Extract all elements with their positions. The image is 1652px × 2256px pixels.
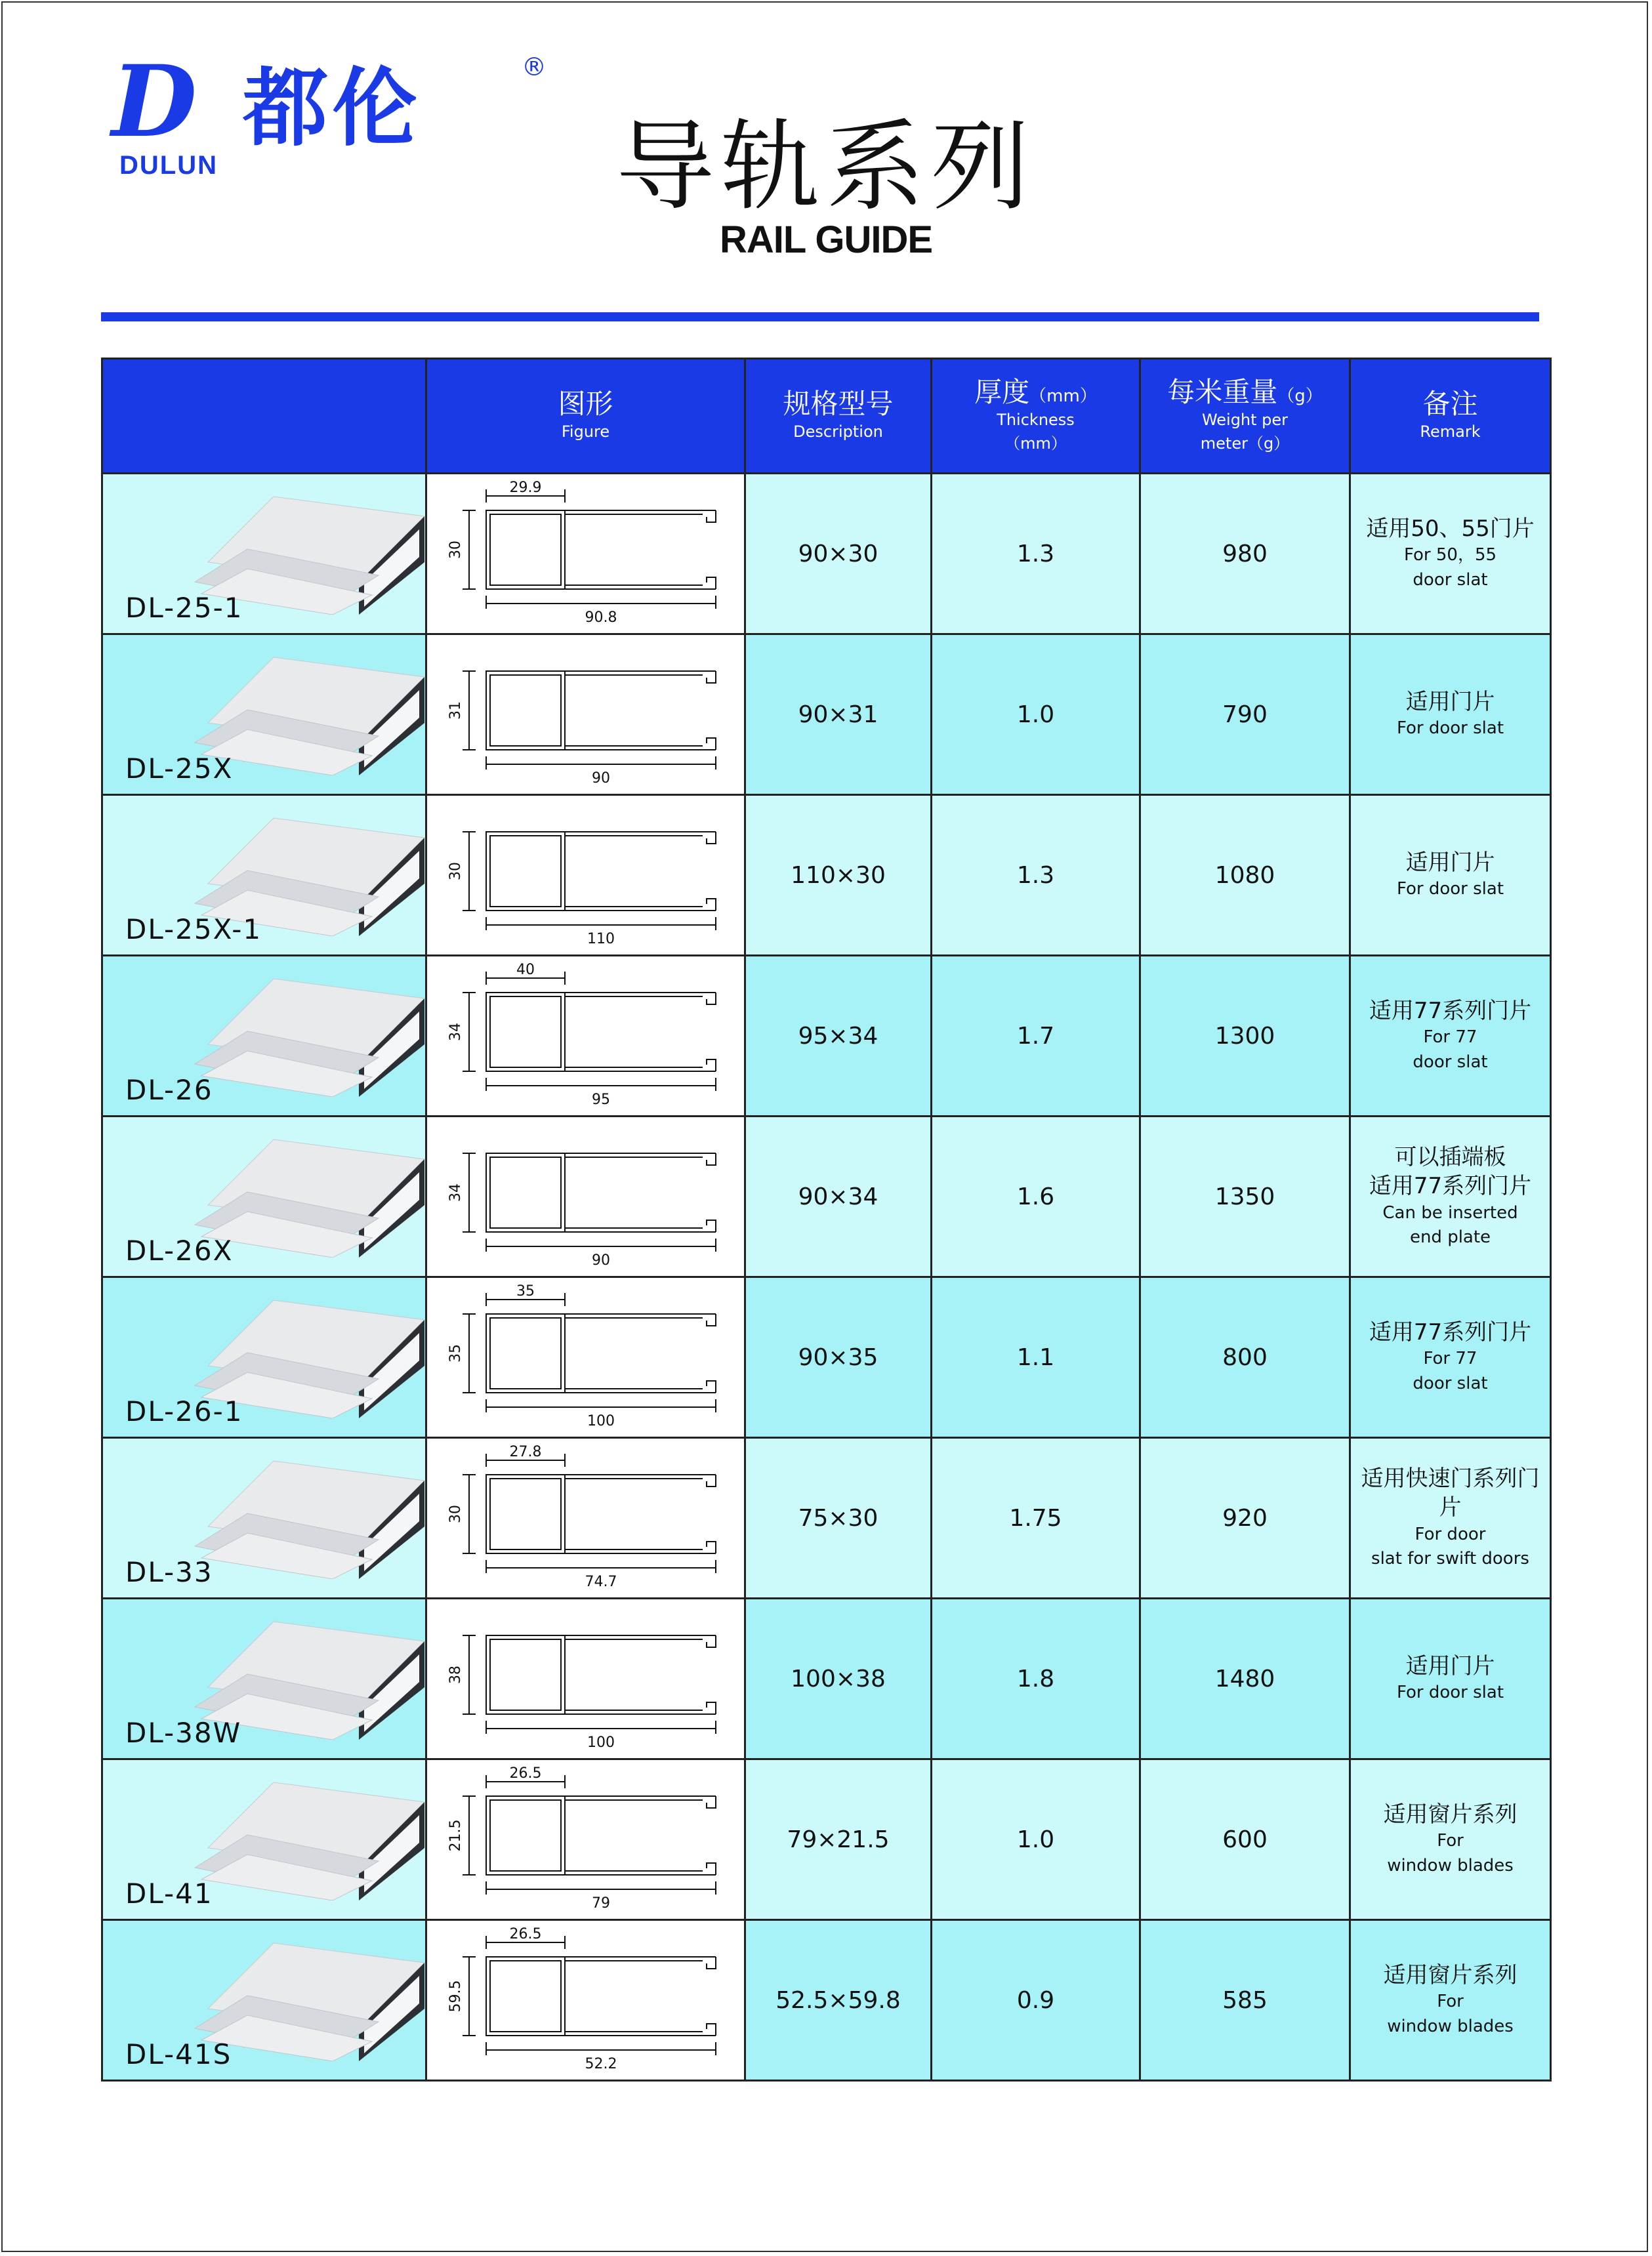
cell-model bbox=[102, 1438, 426, 1599]
dim-width: 79 bbox=[592, 1895, 610, 1912]
dim-top: 26.5 bbox=[509, 1926, 542, 1942]
cell-figure bbox=[426, 634, 745, 795]
table-row bbox=[102, 795, 1551, 956]
remark-en: door slat bbox=[1413, 1374, 1488, 1394]
model-label: DL-41 bbox=[125, 1877, 213, 1910]
cell-remark bbox=[1350, 1438, 1551, 1599]
cell-spec: 110×30 bbox=[745, 795, 932, 956]
cell-thickness: 1.75 bbox=[932, 1438, 1140, 1599]
profile-drawing bbox=[427, 1921, 745, 2080]
dim-width: 74.7 bbox=[585, 1574, 617, 1590]
model-label: DL-26 bbox=[125, 1074, 213, 1106]
cell-figure bbox=[426, 1277, 745, 1438]
remark-en: For bbox=[1437, 1992, 1464, 2012]
header-description bbox=[745, 359, 932, 474]
remark-en: For bbox=[1437, 1831, 1464, 1851]
remark-cn: 适用窗片系列 bbox=[1383, 1801, 1518, 1828]
model-label: DL-25X bbox=[125, 752, 234, 785]
cell-thickness: 1.8 bbox=[932, 1599, 1140, 1759]
logo-name-en: DULUN bbox=[119, 151, 218, 180]
logo-mark: D bbox=[112, 44, 197, 159]
cell-model bbox=[102, 956, 426, 1117]
cell-spec: 90×35 bbox=[745, 1277, 932, 1438]
header-thick-cn: 厚度 bbox=[974, 375, 1030, 408]
cell-model bbox=[102, 1759, 426, 1920]
registered-mark: ® bbox=[522, 52, 547, 81]
header-thick-en-unit: （mm） bbox=[1004, 434, 1067, 453]
logo-name-cn: 都伦 bbox=[243, 58, 422, 158]
page-title-en: RAIL GUIDE bbox=[719, 218, 933, 261]
profile-drawing bbox=[427, 1599, 745, 1758]
remark-cn: 适用77系列门片 bbox=[1369, 998, 1532, 1025]
dim-top: 35 bbox=[516, 1283, 535, 1300]
cell-figure bbox=[426, 1438, 745, 1599]
cell-thickness: 1.1 bbox=[932, 1277, 1140, 1438]
table-row bbox=[102, 956, 1551, 1117]
cell-thickness: 1.0 bbox=[932, 1759, 1140, 1920]
model-label: DL-26-1 bbox=[125, 1395, 243, 1427]
profile-drawing bbox=[427, 1117, 745, 1276]
product-photo bbox=[182, 1769, 426, 1900]
dim-width: 90 bbox=[592, 1252, 610, 1269]
cell-remark bbox=[1350, 1599, 1551, 1759]
remark-en: For 77 bbox=[1423, 1027, 1477, 1048]
cell-weight: 1300 bbox=[1140, 956, 1350, 1117]
header-model bbox=[102, 359, 426, 474]
cell-remark bbox=[1350, 795, 1551, 956]
model-label: DL-38W bbox=[125, 1717, 242, 1749]
model-label: DL-26X bbox=[125, 1235, 234, 1267]
dim-height: 34 bbox=[447, 1183, 464, 1202]
header-remark-en: Remark bbox=[1420, 422, 1481, 441]
remark-cn: 适用窗片系列 bbox=[1383, 1962, 1518, 1989]
cell-figure bbox=[426, 1920, 745, 2081]
profile-drawing bbox=[427, 474, 745, 633]
cell-remark bbox=[1350, 634, 1551, 795]
cell-spec: 90×34 bbox=[745, 1117, 932, 1277]
dim-height: 35 bbox=[447, 1344, 464, 1363]
header-weight-en-unit: meter（g） bbox=[1200, 434, 1290, 453]
dim-height: 34 bbox=[447, 1023, 464, 1041]
remark-en: For door slat bbox=[1396, 718, 1504, 739]
header-thick-line bbox=[932, 377, 1139, 408]
cell-spec: 75×30 bbox=[745, 1438, 932, 1599]
dim-height: 21.5 bbox=[447, 1819, 464, 1852]
dim-width: 90 bbox=[592, 770, 610, 787]
title-divider bbox=[101, 312, 1539, 321]
table-header-row bbox=[102, 359, 1551, 474]
cell-remark bbox=[1350, 1759, 1551, 1920]
model-label: DL-25X-1 bbox=[125, 913, 262, 945]
header-remark-cn: 备注 bbox=[1422, 387, 1478, 420]
header-figure-cn: 图形 bbox=[558, 387, 613, 420]
remark-en: door slat bbox=[1413, 570, 1488, 590]
remark-en: For door bbox=[1415, 1524, 1486, 1544]
dim-top: 26.5 bbox=[509, 1765, 542, 1782]
product-photo bbox=[182, 966, 426, 1097]
table-row bbox=[102, 474, 1551, 634]
profile-drawing bbox=[427, 635, 745, 794]
cell-thickness: 1.3 bbox=[932, 795, 1140, 956]
cell-figure bbox=[426, 1599, 745, 1759]
cell-model bbox=[102, 795, 426, 956]
table-row bbox=[102, 1759, 1551, 1920]
dim-width: 90.8 bbox=[585, 609, 617, 626]
remark-cn: 适用50、55门片 bbox=[1366, 516, 1535, 543]
dim-width: 95 bbox=[592, 1092, 610, 1108]
cell-remark bbox=[1350, 474, 1551, 634]
header-desc-cn: 规格型号 bbox=[783, 387, 894, 420]
cell-model bbox=[102, 1920, 426, 2081]
table-row bbox=[102, 1599, 1551, 1759]
cell-thickness: 1.3 bbox=[932, 474, 1140, 634]
model-label: DL-33 bbox=[125, 1556, 213, 1588]
remark-en: Can be inserted bbox=[1382, 1202, 1518, 1223]
remark-en: For door slat bbox=[1396, 879, 1504, 899]
cell-weight: 920 bbox=[1140, 1438, 1350, 1599]
dim-top: 29.9 bbox=[509, 480, 542, 496]
cell-remark bbox=[1350, 1117, 1551, 1277]
header-weight bbox=[1140, 359, 1350, 474]
cell-model bbox=[102, 1599, 426, 1759]
profile-drawing bbox=[427, 956, 745, 1115]
dim-top: 40 bbox=[516, 962, 535, 978]
cell-spec: 100×38 bbox=[745, 1599, 932, 1759]
cell-weight: 1080 bbox=[1140, 795, 1350, 956]
header-weight-en: Weight per bbox=[1201, 411, 1289, 430]
cell-model bbox=[102, 634, 426, 795]
table-row bbox=[102, 1117, 1551, 1277]
remark-en: door slat bbox=[1413, 1052, 1488, 1073]
remark-cn: 适用门片 bbox=[1405, 689, 1495, 716]
cell-weight: 800 bbox=[1140, 1277, 1350, 1438]
model-label: DL-25-1 bbox=[125, 592, 243, 624]
dim-width: 110 bbox=[587, 931, 615, 947]
product-table bbox=[101, 358, 1552, 2082]
cell-model bbox=[102, 1117, 426, 1277]
cell-spec: 90×30 bbox=[745, 474, 932, 634]
cell-thickness: 1.6 bbox=[932, 1117, 1140, 1277]
cell-weight: 600 bbox=[1140, 1759, 1350, 1920]
header-weight-unit: （g） bbox=[1277, 386, 1323, 406]
profile-drawing bbox=[427, 1278, 745, 1437]
table-row bbox=[102, 1920, 1551, 2081]
header-thick-en: Thickness bbox=[997, 411, 1075, 430]
remark-en: window blades bbox=[1387, 2017, 1514, 2037]
remark-en: end plate bbox=[1409, 1227, 1491, 1248]
dim-height: 31 bbox=[447, 701, 464, 720]
cell-thickness: 0.9 bbox=[932, 1920, 1140, 2081]
profile-drawing bbox=[427, 1760, 745, 1919]
cell-remark bbox=[1350, 956, 1551, 1117]
cell-figure bbox=[426, 795, 745, 956]
cell-spec: 52.5×59.8 bbox=[745, 1920, 932, 2081]
table-row bbox=[102, 1438, 1551, 1599]
remark-cn: 适用门片 bbox=[1405, 1653, 1495, 1680]
cell-thickness: 1.0 bbox=[932, 634, 1140, 795]
remark-cn: 适用77系列门片 bbox=[1369, 1319, 1532, 1346]
cell-weight: 1480 bbox=[1140, 1599, 1350, 1759]
cell-thickness: 1.7 bbox=[932, 956, 1140, 1117]
dim-height: 30 bbox=[447, 1505, 464, 1523]
product-photo bbox=[182, 1448, 426, 1579]
remark-cn: 适用快速门系列门片 bbox=[1361, 1466, 1540, 1521]
dim-height: 38 bbox=[447, 1666, 464, 1684]
dim-height: 59.5 bbox=[447, 1980, 464, 2013]
table-body bbox=[102, 474, 1551, 2081]
remark-en: For 77 bbox=[1423, 1349, 1477, 1369]
header-thickness bbox=[932, 359, 1140, 474]
cell-spec: 90×31 bbox=[745, 634, 932, 795]
cell-figure bbox=[426, 474, 745, 634]
dim-height: 30 bbox=[447, 862, 464, 880]
remark-en: For 50，55 bbox=[1403, 545, 1497, 565]
cell-figure bbox=[426, 956, 745, 1117]
cell-figure bbox=[426, 1759, 745, 1920]
header-weight-line bbox=[1141, 377, 1349, 408]
profile-drawing bbox=[427, 1439, 745, 1597]
cell-remark bbox=[1350, 1920, 1551, 2081]
header-desc-en: Description bbox=[793, 422, 883, 441]
header-remark bbox=[1350, 359, 1551, 474]
table-row bbox=[102, 634, 1551, 795]
remark-cn-2: 适用77系列门片 bbox=[1369, 1173, 1532, 1200]
cell-spec: 95×34 bbox=[745, 956, 932, 1117]
header-figure-en: Figure bbox=[561, 422, 610, 441]
profile-drawing bbox=[427, 796, 745, 954]
dim-top: 27.8 bbox=[509, 1444, 542, 1460]
remark-en: window blades bbox=[1387, 1856, 1514, 1876]
cell-spec: 79×21.5 bbox=[745, 1759, 932, 1920]
remark-en: slat for swift doors bbox=[1371, 1549, 1529, 1569]
cell-weight: 585 bbox=[1140, 1920, 1350, 2081]
cell-model bbox=[102, 1277, 426, 1438]
cell-weight: 790 bbox=[1140, 634, 1350, 795]
dim-width: 100 bbox=[587, 1413, 615, 1429]
remark-cn: 可以插端板 bbox=[1394, 1144, 1506, 1171]
cell-remark bbox=[1350, 1277, 1551, 1438]
cell-weight: 980 bbox=[1140, 474, 1350, 634]
dim-width: 100 bbox=[587, 1734, 615, 1751]
cell-figure bbox=[426, 1117, 745, 1277]
cell-model bbox=[102, 474, 426, 634]
dim-width: 52.2 bbox=[585, 2056, 617, 2072]
remark-cn: 适用门片 bbox=[1405, 850, 1495, 876]
model-label: DL-41S bbox=[125, 2038, 232, 2070]
table-row bbox=[102, 1277, 1551, 1438]
header-figure bbox=[426, 359, 745, 474]
cell-weight: 1350 bbox=[1140, 1117, 1350, 1277]
header-weight-cn: 每米重量 bbox=[1167, 375, 1278, 408]
remark-en: For door slat bbox=[1396, 1683, 1504, 1703]
page-title-cn: 导轨系列 bbox=[615, 110, 1036, 224]
dim-height: 30 bbox=[447, 541, 464, 559]
header-thick-unit: （mm） bbox=[1029, 386, 1097, 406]
